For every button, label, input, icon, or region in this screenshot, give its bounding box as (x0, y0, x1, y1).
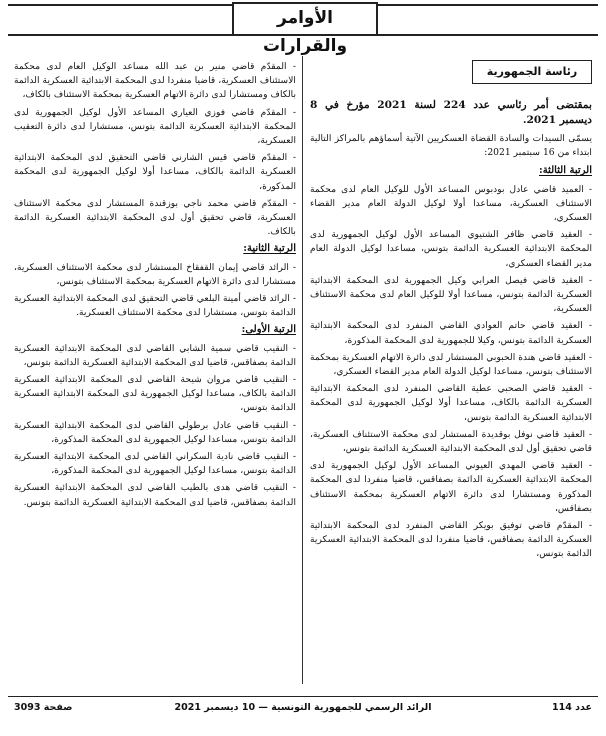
rank-heading-three: الرتبة الثالثة: (539, 165, 592, 177)
list-item: - الرائد قاضي أمينة البلعي قاضي التحقيق لدى المحكمة الابتدائية العسكرية الدائمة بتونس، مستشارا لدى محكمة الاستئناف العسكرية. (14, 292, 296, 320)
footer-rule (8, 696, 598, 697)
list-item: - المقدّم قاضي توفيق بويكر القاضي المنفرد لدى المحكمة الابتدائية العسكرية الدائمة بصفاقس، قاضيا منفردا لدى المحكمة الابتدائية العسكرية الدائمة بتونس، (310, 519, 592, 562)
issue-number: عدد 114 (551, 702, 592, 713)
list-item: - العقيد قاضي هندة الحبوبي المستشار لدى دائرة الاتهام العسكرية بمحكمة الاستئناف بتونس، مساعدا لوكيل الدولة العام مدير القضاء العسكري، (310, 351, 592, 379)
list-item: - الرائد قاضي إيمان القفقاخ المستشار لدى محكمة الاستئناف العسكرية، مستشارا لدى دائرة الاتهام العسكرية بمحكمة الاستئناف بتونس، (14, 261, 296, 289)
left-column (14, 60, 296, 513)
right-column (310, 60, 592, 565)
list-item: - النقيب قاضي نادية السكراني القاضي لدى المحكمة الابتدائية العسكرية الدائمة بتونس، مساعدا لوكيل الجمهورية لدى المحكمة المذكورة، (14, 450, 296, 478)
list-item: - النقيب قاضي عادل برطولي القاضي لدى المحكمة الابتدائية العسكرية الدائمة بتونس، مساعدا لوكيل الجمهورية لدى المحكمة المذكورة، (14, 419, 296, 447)
list-item: - النقيب قاضي سمية الشابي القاضي لدى المحكمة الابتدائية العسكرية الدائمة بصفاقس، قاضيا لدى المحكمة الابتدائية العسكرية الدائمة بتونس، (14, 342, 296, 370)
list-item: - النقيب قاضي هدى بالطيب القاضي لدى المحكمة الابتدائية العسكرية الدائمة بصفاقس، قاضيا لدى المحكمة الابتدائية العسكرية الدائمة بتونس. (14, 481, 296, 509)
list-item: - العقيد قاضي ظافر الشتيوي المساعد الأول لوكيل الجمهورية لدى المحكمة الابتدائية العسكرية الدائمة بتونس، مساعدا لوكيل الدولة العام مدير القضاء العسكري، (310, 228, 592, 271)
journal-title: الرائد الرسمي للجمهورية التونسية — 10 ديسمبر 2021 (174, 702, 432, 713)
list-item: - المقدّم قاضي فوزي العياري المساعد الأول لوكيل الجمهورية لدى المحكمة الابتدائية العسكرية الدائمة بتونس، مستشارا لدى دائرة التعقيب العسكرية، (14, 106, 296, 149)
decree-title: بمقتضى أمر رئاسي عدد 224 لسنة 2021 مؤرخ في 8 ديسمبر 2021. (310, 99, 592, 126)
list-item: - العقيد قاضي المهدي العيوني المساعد الأول لوكيل الجمهورية لدى المحكمة الابتدائية العسكرية الدائمة بصفاقس، قاضيا منفردا لدى المحكمة المذكورة ومستشارا لدى دائرة الاتهام العسكرية بمحكمة الاستئناف بصفاقس، (310, 459, 592, 516)
list-item: - العقيد قاضي فيصل العرابي وكيل الجمهورية لدى المحكمة الابتدائية العسكرية الدائمة بتونس، مساعدا أولا للوكيل العام لدى محكمة الاستئناف العسكرية، (310, 274, 592, 317)
page-number: صفحة 3093 (14, 702, 73, 713)
list-item: - العميد قاضي عادل بودبوس المساعد الأول للوكيل العام لدى محكمة الاستئناف العسكرية، مساعدا أولا لوكيل الدولة العام مدير القضاء العسكري، (310, 183, 592, 226)
rank-heading-one: الرتبة الأولى: (241, 324, 296, 336)
list-item: - المقدّم قاضي محمد ناجي بوزقندة المستشار لدى محكمة الاستئناف العسكرية، قاضي تحقيق أول لدى المحكمة الابتدائية العسكرية الدائمة بالكاف. (14, 197, 296, 240)
list-item: - العقيد قاضي حاتم العوادي القاضي المنفرد لدى المحكمة الابتدائية العسكرية الدائمة بتونس، وكيلا للجمهورية لدى المحكمة المذكورة، (310, 319, 592, 347)
list-item: - المقدّم قاضي منير بن عبد الله مساعد الوكيل العام لدى محكمة الاستئناف العسكرية، قاضيا منفردا لدى المحكمة الابتدائية العسكرية الدائمة بالكاف ومستشارا لدى دائرة الاتهام العسكرية بمحكمة الاستئناف بالكاف، (14, 60, 296, 103)
decree-intro: يسمّى السيدات والسادة القضاة العسكريين الآتية أسماؤهم بالمراكز التالية ابتداء من 16 سبتمبر 2021: (310, 133, 592, 159)
page-title: الأوامر والقرارات (232, 2, 378, 36)
list-item: - العقيد قاضي الصحبي عطية القاضي المنفرد لدى المحكمة الابتدائية العسكرية الدائمة بالكاف، مساعدا أولا لوكيل الجمهورية لدى المحكمة الابتدائية العسكرية الدائمة بتونس، (310, 382, 592, 425)
list-item: - المقدّم قاضي قيس الشارني قاضي التحقيق لدى المحكمة الابتدائية العسكرية الدائمة بالكاف، مساعدا أولا لوكيل الجمهورية لدى المحكمة المذكورة، (14, 151, 296, 194)
page-footer (14, 700, 592, 716)
rank-heading-two: الرتبة الثانية: (243, 243, 296, 255)
section-box: رئاسة الجمهورية (472, 60, 592, 84)
column-divider (302, 56, 303, 684)
list-item: - العقيد قاضي نوفل بوقديدة المستشار لدى محكمة الاستئناف العسكرية، قاضي تحقيق أول لدى المحكمة الابتدائية العسكرية الدائمة بتونس، (310, 428, 592, 456)
list-item: - النقيب قاضي مروان شيحة القاضي لدى المحكمة الابتدائية العسكرية الدائمة بالكاف، مساعدا لوكيل الجمهورية لدى المحكمة الابتدائية العسكرية الدائمة بتونس، (14, 373, 296, 416)
